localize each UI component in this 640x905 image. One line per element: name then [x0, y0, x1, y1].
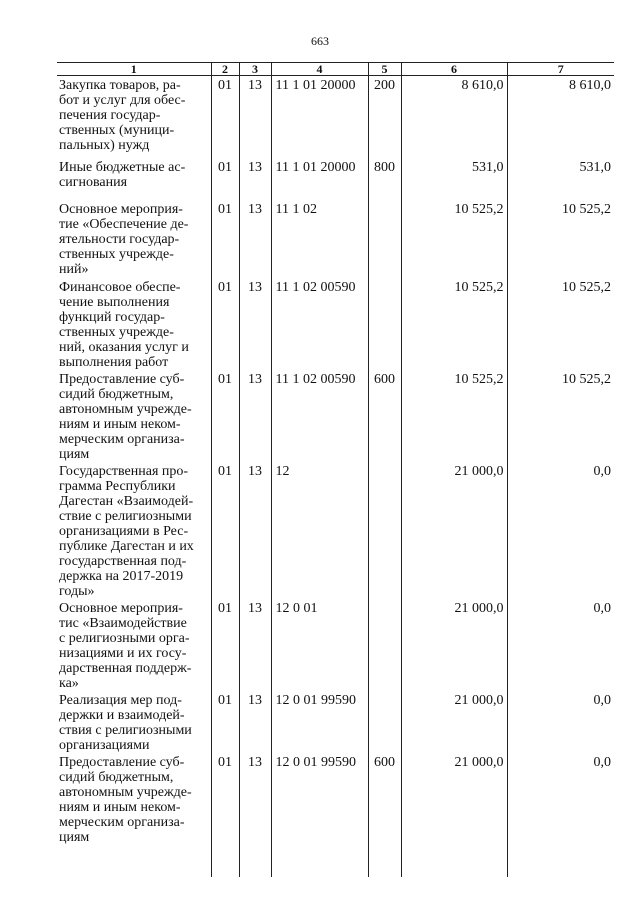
- header-col-1: 1: [57, 63, 211, 76]
- row-expense-type: 600: [368, 753, 401, 853]
- tail-cell: [211, 853, 239, 877]
- row-section-code: 01: [211, 599, 239, 691]
- row-amount-1: 10 525,2: [401, 200, 507, 278]
- row-amount-2: 0,0: [507, 462, 614, 599]
- row-target-article: 12: [271, 462, 368, 599]
- row-name: Реализация мер под- держки и взаимодей- ствия с религиозными организациями: [59, 692, 192, 753]
- tail-cell: [239, 853, 271, 877]
- row-target-article: 11 1 01 20000: [271, 158, 368, 200]
- table-row: [57, 753, 614, 853]
- header-col-2: 2: [211, 63, 239, 76]
- row-name: Основное мероприя- тие «Обеспечение де- ятельности государ- ственных учрежде- ний»: [59, 201, 189, 277]
- row-amount-1: 21 000,0: [401, 599, 507, 691]
- page-number: 663: [311, 34, 329, 48]
- row-section-code: 01: [211, 462, 239, 599]
- table-body: [57, 76, 614, 877]
- row-name: Государственная про- грамма Республики Дагестан «Взаимодей- ствие с религиозными организациями в Рес- публике Дагестан и их государственная под- держка на 2017-2019 годы»: [59, 463, 194, 599]
- row-target-article: 11 1 02 00590: [271, 278, 368, 370]
- table-tail-row: [57, 853, 614, 877]
- table-row: [57, 158, 614, 200]
- row-amount-1: 21 000,0: [401, 462, 507, 599]
- row-expense-type: 200: [368, 76, 401, 158]
- row-target-article: 11 1 01 20000: [271, 76, 368, 158]
- row-amount-2: 10 525,2: [507, 200, 614, 278]
- table-row: [57, 599, 614, 691]
- row-amount-2: 10 525,2: [507, 370, 614, 462]
- tail-cell: [57, 853, 211, 877]
- header-col-5: 5: [368, 63, 401, 76]
- tail-cell: [368, 853, 401, 877]
- row-target-article: 11 1 02 00590: [271, 370, 368, 462]
- row-expense-type: 800: [368, 158, 401, 200]
- row-target-article: 11 1 02: [271, 200, 368, 278]
- row-amount-2: 0,0: [507, 691, 614, 753]
- row-amount-1: 21 000,0: [401, 691, 507, 753]
- row-amount-1: 21 000,0: [401, 753, 507, 853]
- table-row: [57, 76, 614, 158]
- row-amount-2: 0,0: [507, 599, 614, 691]
- row-subsection-code: 13: [239, 370, 271, 462]
- row-name: Предоставление суб- сидий бюджетным, автономным учрежде- ниям и иным неком- мерческим организа- циям: [59, 754, 192, 845]
- row-section-code: 01: [211, 200, 239, 278]
- row-section-code: 01: [211, 278, 239, 370]
- row-name: Закупка товаров, ра- бот и услуг для обес- печения государ- ственных (муници- пальных) нужд: [59, 78, 186, 153]
- row-amount-1: 531,0: [401, 158, 507, 200]
- row-expense-type: 600: [368, 370, 401, 462]
- header-col-3: 3: [239, 63, 271, 76]
- row-section-code: 01: [211, 158, 239, 200]
- row-expense-type: [368, 691, 401, 753]
- row-name: Основное мероприя- тис «Взаимодействие с религиозными орга- низациями и их госу- дарственная поддерж- ка»: [59, 600, 192, 691]
- row-expense-type: [368, 599, 401, 691]
- tail-cell: [401, 853, 507, 877]
- row-target-article: 12 0 01 99590: [271, 753, 368, 853]
- row-section-code: 01: [211, 76, 239, 158]
- table-row: [57, 691, 614, 753]
- row-amount-2: 10 525,2: [507, 278, 614, 370]
- row-section-code: 01: [211, 370, 239, 462]
- table-row: [57, 462, 614, 599]
- row-target-article: 12 0 01: [271, 599, 368, 691]
- row-amount-1: 10 525,2: [401, 370, 507, 462]
- header-col-6: 6: [401, 63, 507, 76]
- header-row: [57, 63, 614, 76]
- row-expense-type: [368, 462, 401, 599]
- row-subsection-code: 13: [239, 278, 271, 370]
- row-subsection-code: 13: [239, 462, 271, 599]
- row-amount-2: 0,0: [507, 753, 614, 853]
- row-section-code: 01: [211, 691, 239, 753]
- row-expense-type: [368, 200, 401, 278]
- row-section-code: 01: [211, 753, 239, 853]
- row-subsection-code: 13: [239, 200, 271, 278]
- header-col-4: 4: [271, 63, 368, 76]
- row-amount-1: 10 525,2: [401, 278, 507, 370]
- row-target-article: 12 0 01 99590: [271, 691, 368, 753]
- row-subsection-code: 13: [239, 158, 271, 200]
- table-row: [57, 370, 614, 462]
- row-subsection-code: 13: [239, 76, 271, 158]
- row-name: Иные бюджетные ас- сигнования: [59, 159, 186, 190]
- row-subsection-code: 13: [239, 753, 271, 853]
- tail-cell: [507, 853, 614, 877]
- budget-table: [57, 62, 614, 877]
- table-row: [57, 278, 614, 370]
- table-row: [57, 200, 614, 278]
- row-amount-2: 531,0: [507, 158, 614, 200]
- row-expense-type: [368, 278, 401, 370]
- row-subsection-code: 13: [239, 599, 271, 691]
- table-header: [57, 63, 614, 76]
- header-col-7: 7: [507, 63, 614, 76]
- row-subsection-code: 13: [239, 691, 271, 753]
- row-amount-1: 8 610,0: [401, 76, 507, 158]
- row-amount-2: 8 610,0: [507, 76, 614, 158]
- row-name: Предоставление суб- сидий бюджетным, автономным учрежде- ниям и иным неком- мерческим организа- циям: [59, 371, 192, 462]
- tail-cell: [271, 853, 368, 877]
- row-name: Финансовое обеспе- чение выполнения функций государ- ственных учрежде- ний, оказания услуг и выполнения работ: [59, 279, 189, 370]
